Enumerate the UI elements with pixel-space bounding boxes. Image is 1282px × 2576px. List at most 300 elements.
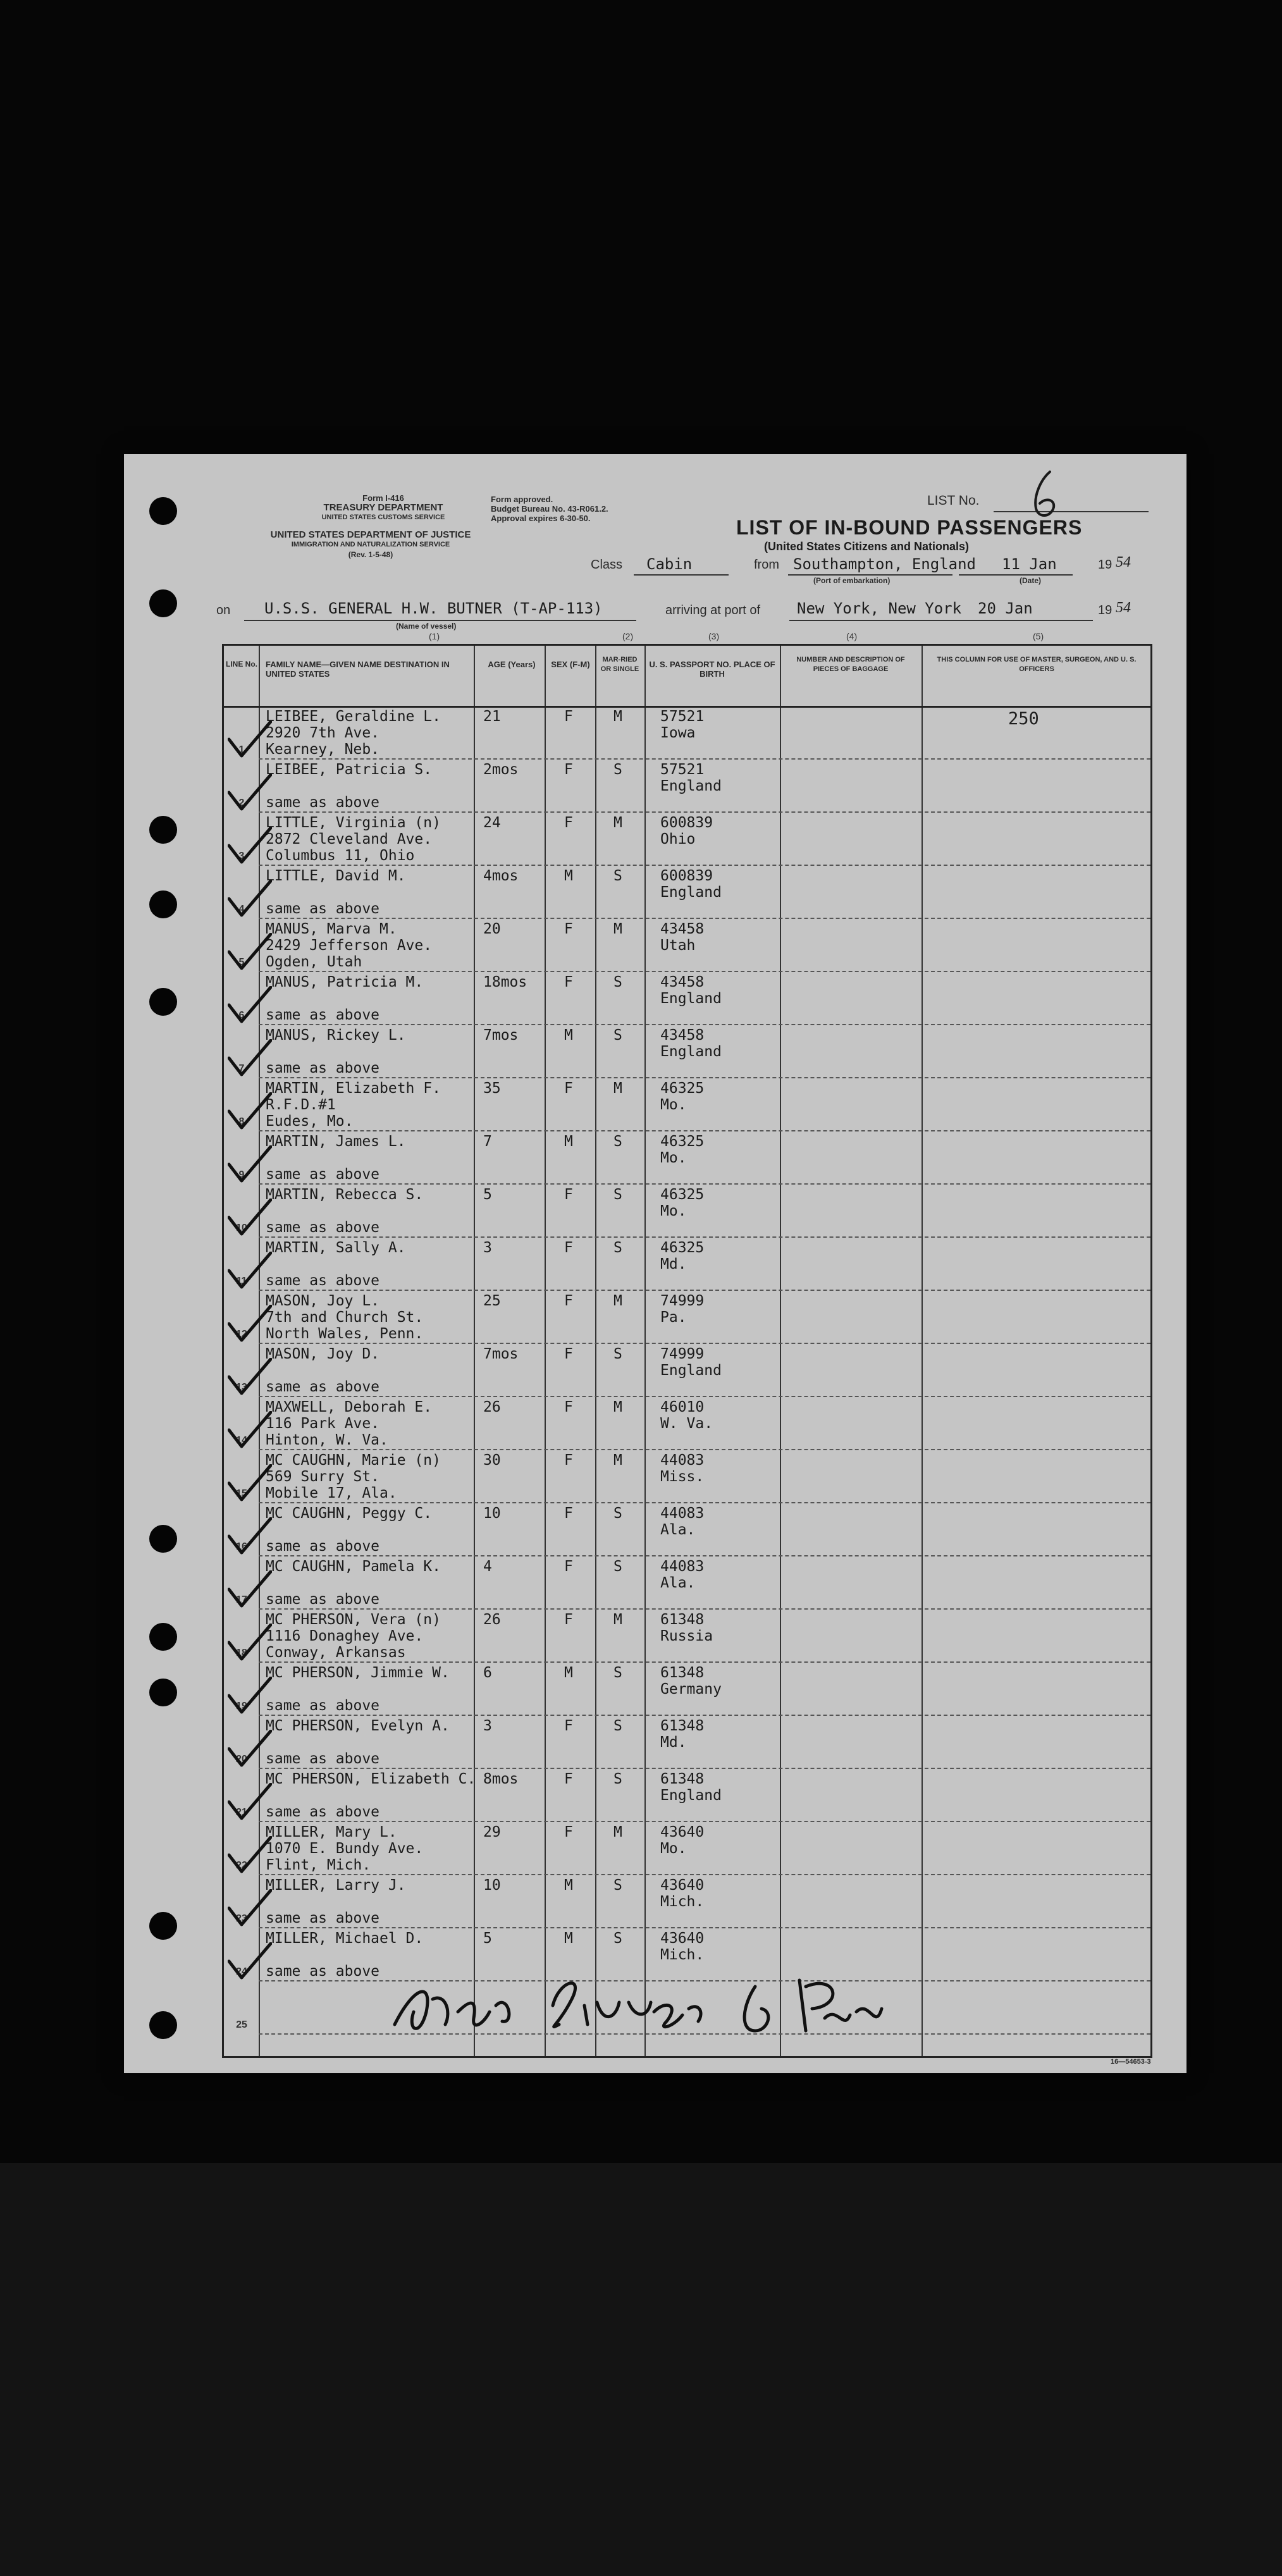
passport-number: 43458: [660, 974, 705, 990]
passenger-marital-status: M: [613, 708, 622, 725]
table-row: [224, 1556, 1150, 1610]
line-number: 4: [238, 904, 245, 915]
passenger-sex: M: [564, 1877, 573, 1894]
line-number: 9: [238, 1169, 245, 1180]
passenger-destination: same as above: [266, 1698, 380, 1714]
passenger-destination: same as above: [266, 1273, 380, 1289]
passenger-address: 2872 Cleveland Ave.: [266, 831, 433, 847]
check-mark-icon: [228, 1836, 272, 1874]
form-number: Form I-416: [362, 493, 404, 503]
passenger-age: 26: [483, 1612, 501, 1628]
passenger-sex: F: [564, 1612, 573, 1628]
passport-number: 57521: [660, 708, 705, 725]
passenger-destination: same as above: [266, 1910, 380, 1926]
check-mark-icon: [228, 1145, 272, 1183]
passport-number: 43458: [660, 921, 705, 937]
header-sex: SEX (F-M): [551, 660, 590, 669]
passport-number: 46325: [660, 1240, 705, 1256]
passenger-destination: same as above: [266, 1060, 380, 1076]
passenger-address: 1070 E. Bundy Ave.: [266, 1840, 424, 1857]
passenger-name: MANUS, Patricia M.: [266, 974, 424, 990]
passenger-destination: same as above: [266, 1219, 380, 1236]
passenger-destination: Conway, Arkansas: [266, 1644, 406, 1661]
place-of-birth: Ohio: [660, 831, 696, 847]
punch-hole: [149, 1623, 177, 1651]
passenger-destination: Columbus 11, Ohio: [266, 847, 415, 864]
passenger-address: R.F.D.#1: [266, 1097, 336, 1113]
vessel-name: U.S.S. GENERAL H.W. BUTNER (T-AP-113): [264, 600, 603, 617]
passenger-sex: F: [564, 761, 573, 778]
passenger-destination: Flint, Mich.: [266, 1857, 371, 1873]
passenger-name: LITTLE, Virginia (n): [266, 815, 441, 831]
year-prefix-2: 19: [1098, 603, 1113, 617]
table-row: [224, 1875, 1150, 1928]
passenger-marital-status: S: [613, 1027, 622, 1044]
place-of-birth: Md.: [660, 1734, 687, 1751]
passenger-marital-status: M: [613, 1293, 622, 1309]
place-of-birth: Ala.: [660, 1575, 696, 1591]
passenger-age: 24: [483, 815, 501, 831]
approval-line-2: Budget Bureau No. 43-R061.2.: [491, 504, 608, 514]
passenger-marital-status: S: [613, 1718, 622, 1734]
place-of-birth: Md.: [660, 1256, 687, 1273]
punch-hole: [149, 2011, 177, 2039]
line-number: 6: [238, 1010, 245, 1021]
passenger-name: LITTLE, David M.: [266, 868, 406, 884]
revision: (Rev. 1-5-48): [348, 550, 393, 559]
passenger-age: 5: [483, 1186, 492, 1203]
passenger-sex: F: [564, 921, 573, 937]
passenger-sex: F: [564, 974, 573, 990]
passenger-sex: F: [564, 1771, 573, 1787]
table-row: [224, 919, 1150, 972]
passenger-sex: F: [564, 1505, 573, 1522]
line-number: 11: [236, 1276, 247, 1286]
column-number-1: (1): [429, 631, 440, 641]
passport-number: 61348: [660, 1718, 705, 1734]
place-of-birth: England: [660, 1787, 722, 1804]
passenger-name: MC PHERSON, Elizabeth C.: [266, 1771, 476, 1787]
punch-hole: [149, 816, 177, 844]
passenger-name: MASON, Joy D.: [266, 1346, 380, 1362]
punch-hole: [149, 1912, 177, 1940]
check-mark-icon: [228, 1517, 272, 1555]
header-baggage: NUMBER AND DESCRIPTION OF PIECES OF BAGGAGE: [796, 656, 905, 673]
check-mark-icon: [228, 1092, 272, 1130]
table-row: [224, 1185, 1150, 1238]
line-number: 5: [238, 957, 245, 968]
passenger-marital-status: S: [613, 1771, 622, 1787]
passenger-age: 10: [483, 1505, 501, 1522]
passenger-age: 8mos: [483, 1771, 519, 1787]
passport-number: 46325: [660, 1080, 705, 1097]
passenger-name: MC CAUGHN, Pamela K.: [266, 1558, 441, 1575]
passport-number: 43458: [660, 1027, 705, 1044]
passenger-marital-status: M: [613, 1452, 622, 1469]
check-mark-icon: [228, 1730, 272, 1768]
class-label: Class: [591, 558, 623, 572]
passenger-name: MARTIN, James L.: [266, 1133, 406, 1150]
place-of-birth: Mo.: [660, 1150, 687, 1166]
line-number: 21: [236, 1807, 247, 1818]
check-mark-icon: [228, 1252, 272, 1290]
passport-number: 600839: [660, 868, 713, 884]
passenger-marital-status: M: [613, 815, 622, 831]
passenger-sex: F: [564, 1718, 573, 1734]
place-of-birth: Mo.: [660, 1203, 687, 1219]
passport-number: 43640: [660, 1824, 705, 1840]
header-age: AGE (Years): [488, 660, 536, 669]
column-number-4: (4): [846, 631, 858, 641]
passenger-destination: same as above: [266, 1007, 380, 1023]
line-number: 20: [236, 1754, 247, 1765]
passenger-age: 10: [483, 1877, 501, 1894]
ins-service: IMMIGRATION AND NATURALIZATION SERVICE: [291, 541, 450, 548]
check-mark-icon: [228, 1677, 272, 1715]
passenger-address: 569 Surry St.: [266, 1469, 380, 1485]
passenger-destination: same as above: [266, 1591, 380, 1608]
passenger-sex: F: [564, 1346, 573, 1362]
line-number: 22: [236, 1860, 247, 1871]
passenger-name: MANUS, Rickey L.: [266, 1027, 406, 1044]
passenger-name: MC PHERSON, Vera (n): [266, 1612, 441, 1628]
table-row: [224, 1716, 1150, 1769]
from-label: from: [754, 558, 779, 572]
table-row: [224, 1238, 1150, 1291]
passenger-sex: F: [564, 1399, 573, 1415]
passenger-age: 25: [483, 1293, 501, 1309]
passenger-name: LEIBEE, Geraldine L.: [266, 708, 441, 725]
column-number-5: (5): [1033, 631, 1044, 641]
passenger-destination: same as above: [266, 794, 380, 811]
line-number: 13: [236, 1382, 247, 1393]
passenger-marital-status: S: [613, 974, 622, 990]
table-row: [224, 1291, 1150, 1344]
column-number-2: (2): [622, 631, 634, 641]
customs-service: UNITED STATES CUSTOMS SERVICE: [321, 514, 445, 521]
on-label: on: [216, 603, 231, 617]
punch-hole: [149, 497, 177, 525]
header-line-no: LINE No.: [226, 660, 257, 669]
check-mark-icon: [228, 773, 272, 811]
passenger-name: MILLER, Michael D.: [266, 1930, 424, 1947]
arrival-port: New York, New York: [797, 600, 962, 617]
embarkation-port: Southampton, England: [793, 555, 976, 573]
table-row: [224, 1397, 1150, 1450]
passenger-marital-status: M: [613, 921, 622, 937]
passenger-address: 2920 7th Ave.: [266, 725, 380, 741]
column-number-3: (3): [708, 631, 720, 641]
passenger-age: 3: [483, 1240, 492, 1256]
class-value: Cabin: [646, 555, 693, 573]
arriving-label: arriving at port of: [665, 603, 761, 617]
passenger-sex: M: [564, 1930, 573, 1947]
passenger-address: 1116 Donaghey Ave.: [266, 1628, 424, 1644]
passenger-name: LEIBEE, Patricia S.: [266, 761, 433, 778]
line-number: 10: [236, 1223, 247, 1233]
passenger-destination: Ogden, Utah: [266, 954, 362, 970]
check-mark-icon: [228, 1942, 272, 1980]
year-1: 54: [1116, 554, 1131, 570]
passenger-age: 7mos: [483, 1027, 519, 1044]
vessel-caption: (Name of vessel): [396, 622, 457, 631]
table-row: [224, 1450, 1150, 1503]
passport-number: 61348: [660, 1771, 705, 1787]
passenger-address: 116 Park Ave.: [266, 1415, 380, 1432]
passport-number: 61348: [660, 1612, 705, 1628]
line-number: 8: [238, 1116, 245, 1127]
passenger-sex: F: [564, 1293, 573, 1309]
passenger-age: 3: [483, 1718, 492, 1734]
place-of-birth: Russia: [660, 1628, 713, 1644]
passenger-name: MC PHERSON, Evelyn A.: [266, 1718, 450, 1734]
passenger-sex: M: [564, 868, 573, 884]
header-passport: U. S. PASSPORT NO. PLACE OF BIRTH: [649, 660, 775, 679]
passenger-destination: same as above: [266, 1963, 380, 1980]
passport-number: 43640: [660, 1877, 705, 1894]
passenger-destination: Hinton, W. Va.: [266, 1432, 388, 1448]
check-mark-icon: [228, 1039, 272, 1077]
check-mark-icon: [228, 1570, 272, 1608]
line-number: 15: [236, 1488, 247, 1499]
year-2: 54: [1116, 600, 1131, 616]
passenger-name: MILLER, Mary L.: [266, 1824, 397, 1840]
table-row: [224, 1769, 1150, 1822]
passenger-sex: F: [564, 1452, 573, 1469]
table-row: [224, 1025, 1150, 1078]
check-mark-icon: [228, 1358, 272, 1396]
check-mark-icon: [228, 1305, 272, 1343]
check-mark-icon: [228, 1199, 272, 1236]
place-of-birth: W. Va.: [660, 1415, 713, 1432]
table-row: [224, 1822, 1150, 1875]
passenger-age: 30: [483, 1452, 501, 1469]
check-mark-icon: [228, 1464, 272, 1502]
footer-code: 16—54653-3: [1111, 2058, 1151, 2066]
table-row: [224, 760, 1150, 813]
passenger-destination: Eudes, Mo.: [266, 1113, 354, 1130]
passenger-marital-status: M: [613, 1824, 622, 1840]
passenger-marital-status: S: [613, 1665, 622, 1681]
treasury-dept: TREASURY DEPARTMENT: [323, 502, 443, 513]
passenger-destination: Mobile 17, Ala.: [266, 1485, 397, 1501]
passport-number: 74999: [660, 1293, 705, 1309]
line-number: 23: [236, 1913, 247, 1924]
passenger-age: 4: [483, 1558, 492, 1575]
line-number: 7: [238, 1063, 245, 1074]
passenger-sex: M: [564, 1665, 573, 1681]
passenger-age: 5: [483, 1930, 492, 1947]
passenger-marital-status: S: [613, 1505, 622, 1522]
passenger-age: 4mos: [483, 868, 519, 884]
header-officers: THIS COLUMN FOR USE OF MASTER, SURGEON, AND U. S. OFFICERS: [937, 656, 1137, 673]
line-number: 25: [236, 2019, 247, 2030]
passenger-sex: F: [564, 1186, 573, 1203]
passenger-sex: F: [564, 1080, 573, 1097]
passenger-marital-status: M: [613, 1399, 622, 1415]
officer-note: 250: [1008, 709, 1039, 729]
line-number: 17: [236, 1594, 247, 1605]
punch-hole: [149, 1679, 177, 1706]
date-caption: (Date): [1020, 576, 1042, 585]
passenger-age: 21: [483, 708, 501, 725]
passport-number: 44083: [660, 1452, 705, 1469]
line-number: 24: [236, 1966, 247, 1977]
passenger-age: 7: [483, 1133, 492, 1150]
passenger-address: 7th and Church St.: [266, 1309, 424, 1326]
header-married: MAR-RIED OR SINGLE: [600, 656, 639, 673]
passenger-destination: North Wales, Penn.: [266, 1326, 424, 1342]
passenger-age: 26: [483, 1399, 501, 1415]
passenger-destination: same as above: [266, 901, 380, 917]
passenger-marital-status: S: [613, 1133, 622, 1150]
passport-number: 43640: [660, 1930, 705, 1947]
line-number: 3: [238, 851, 245, 861]
passport-number: 46010: [660, 1399, 705, 1415]
place-of-birth: Utah: [660, 937, 696, 954]
check-mark-icon: [228, 880, 272, 918]
passport-number: 46325: [660, 1133, 705, 1150]
passenger-marital-status: M: [613, 1612, 622, 1628]
passenger-destination: same as above: [266, 1804, 380, 1820]
place-of-birth: England: [660, 1044, 722, 1060]
place-of-birth: Mo.: [660, 1097, 687, 1113]
arrival-date: 20 Jan: [978, 600, 1033, 617]
year-prefix-1: 19: [1098, 558, 1113, 572]
punch-hole: [149, 891, 177, 918]
passenger-destination: same as above: [266, 1379, 380, 1395]
approval-line-3: Approval expires 6-30-50.: [491, 514, 591, 523]
passenger-marital-status: M: [613, 1080, 622, 1097]
passenger-name: MILLER, Larry J.: [266, 1877, 406, 1894]
handwritten-signature: [369, 1949, 939, 2043]
place-of-birth: Ala.: [660, 1522, 696, 1538]
table-row: [224, 1078, 1150, 1131]
place-of-birth: Germany: [660, 1681, 722, 1698]
passenger-destination: Kearney, Neb.: [266, 741, 380, 758]
place-of-birth: Mo.: [660, 1840, 687, 1857]
place-of-birth: Miss.: [660, 1469, 705, 1485]
place-of-birth: England: [660, 1362, 722, 1379]
table-row: [224, 866, 1150, 919]
check-mark-icon: [228, 1411, 272, 1449]
passenger-sex: M: [564, 1027, 573, 1044]
passenger-marital-status: S: [613, 761, 622, 778]
passenger-name: MAXWELL, Deborah E.: [266, 1399, 433, 1415]
page-title: LIST OF IN-BOUND PASSENGERS: [736, 516, 1083, 539]
line-number: 19: [236, 1701, 247, 1711]
table-row: [224, 813, 1150, 866]
table-row: [224, 1663, 1150, 1716]
passport-number: 61348: [660, 1665, 705, 1681]
table-row: [224, 1131, 1150, 1185]
passenger-marital-status: S: [613, 1558, 622, 1575]
approval-line-1: Form approved.: [491, 495, 553, 504]
passenger-sex: F: [564, 815, 573, 831]
passenger-age: 29: [483, 1824, 501, 1840]
passenger-sex: F: [564, 1824, 573, 1840]
punch-hole: [149, 589, 177, 617]
punch-hole: [149, 988, 177, 1016]
passenger-sex: F: [564, 708, 573, 725]
scanner-background: [0, 2163, 1282, 2576]
line-number: 14: [236, 1435, 247, 1446]
passenger-sex: F: [564, 1558, 573, 1575]
table-row: [224, 1344, 1150, 1397]
passenger-marital-status: S: [613, 868, 622, 884]
passenger-marital-status: S: [613, 1240, 622, 1256]
check-mark-icon: [228, 827, 272, 865]
passenger-name: MARTIN, Elizabeth F.: [266, 1080, 441, 1097]
passport-number: 46325: [660, 1186, 705, 1203]
place-of-birth: England: [660, 884, 722, 901]
line-number: 1: [238, 744, 245, 755]
place-of-birth: Mich.: [660, 1947, 705, 1963]
passenger-address: 2429 Jefferson Ave.: [266, 937, 433, 954]
justice-dept: UNITED STATES DEPARTMENT OF JUSTICE: [270, 529, 471, 540]
passport-number: 44083: [660, 1505, 705, 1522]
passenger-name: MC CAUGHN, Peggy C.: [266, 1505, 433, 1522]
passenger-age: 35: [483, 1080, 501, 1097]
passenger-name: MC CAUGHN, Marie (n): [266, 1452, 441, 1469]
place-of-birth: England: [660, 778, 722, 794]
place-of-birth: Iowa: [660, 725, 696, 741]
list-number-label: LIST No.: [927, 493, 980, 508]
passport-number: 44083: [660, 1558, 705, 1575]
handwritten-list-number: [1022, 467, 1073, 524]
line-number: 16: [236, 1541, 247, 1552]
place-of-birth: Pa.: [660, 1309, 687, 1326]
passenger-destination: same as above: [266, 1538, 380, 1555]
embarkation-date: 11 Jan: [1002, 555, 1057, 573]
page-subtitle: (United States Citizens and Nationals): [764, 540, 970, 553]
line-number: 18: [236, 1648, 247, 1658]
passenger-sex: F: [564, 1240, 573, 1256]
passport-number: 600839: [660, 815, 713, 831]
check-mark-icon: [228, 1889, 272, 1927]
header-name: FAMILY NAME—GIVEN NAME DESTINATION IN UNITED STATES: [266, 660, 450, 679]
line-number: 12: [236, 1329, 247, 1340]
check-mark-icon: [228, 720, 272, 758]
passenger-table: [222, 644, 1152, 2058]
passenger-marital-status: S: [613, 1877, 622, 1894]
passport-number: 74999: [660, 1346, 705, 1362]
table-row: [224, 1610, 1150, 1663]
passenger-sex: M: [564, 1133, 573, 1150]
passenger-age: 7mos: [483, 1346, 519, 1362]
check-mark-icon: [228, 933, 272, 971]
passenger-marital-status: S: [613, 1346, 622, 1362]
punch-hole: [149, 1525, 177, 1553]
check-mark-icon: [228, 986, 272, 1024]
passenger-name: MARTIN, Rebecca S.: [266, 1186, 424, 1203]
passenger-marital-status: S: [613, 1186, 622, 1203]
passenger-name: MC PHERSON, Jimmie W.: [266, 1665, 450, 1681]
passenger-name: MARTIN, Sally A.: [266, 1240, 406, 1256]
passport-number: 57521: [660, 761, 705, 778]
passenger-age: 20: [483, 921, 501, 937]
passenger-age: 6: [483, 1665, 492, 1681]
passenger-age: 18mos: [483, 974, 527, 990]
embarkation-caption: (Port of embarkation): [813, 576, 891, 585]
table-row: [224, 1503, 1150, 1556]
place-of-birth: England: [660, 990, 722, 1007]
passenger-age: 2mos: [483, 761, 519, 778]
manifest-sheet: [124, 454, 1186, 2073]
passenger-destination: same as above: [266, 1751, 380, 1767]
check-mark-icon: [228, 1783, 272, 1821]
passenger-name: MASON, Joy L.: [266, 1293, 380, 1309]
